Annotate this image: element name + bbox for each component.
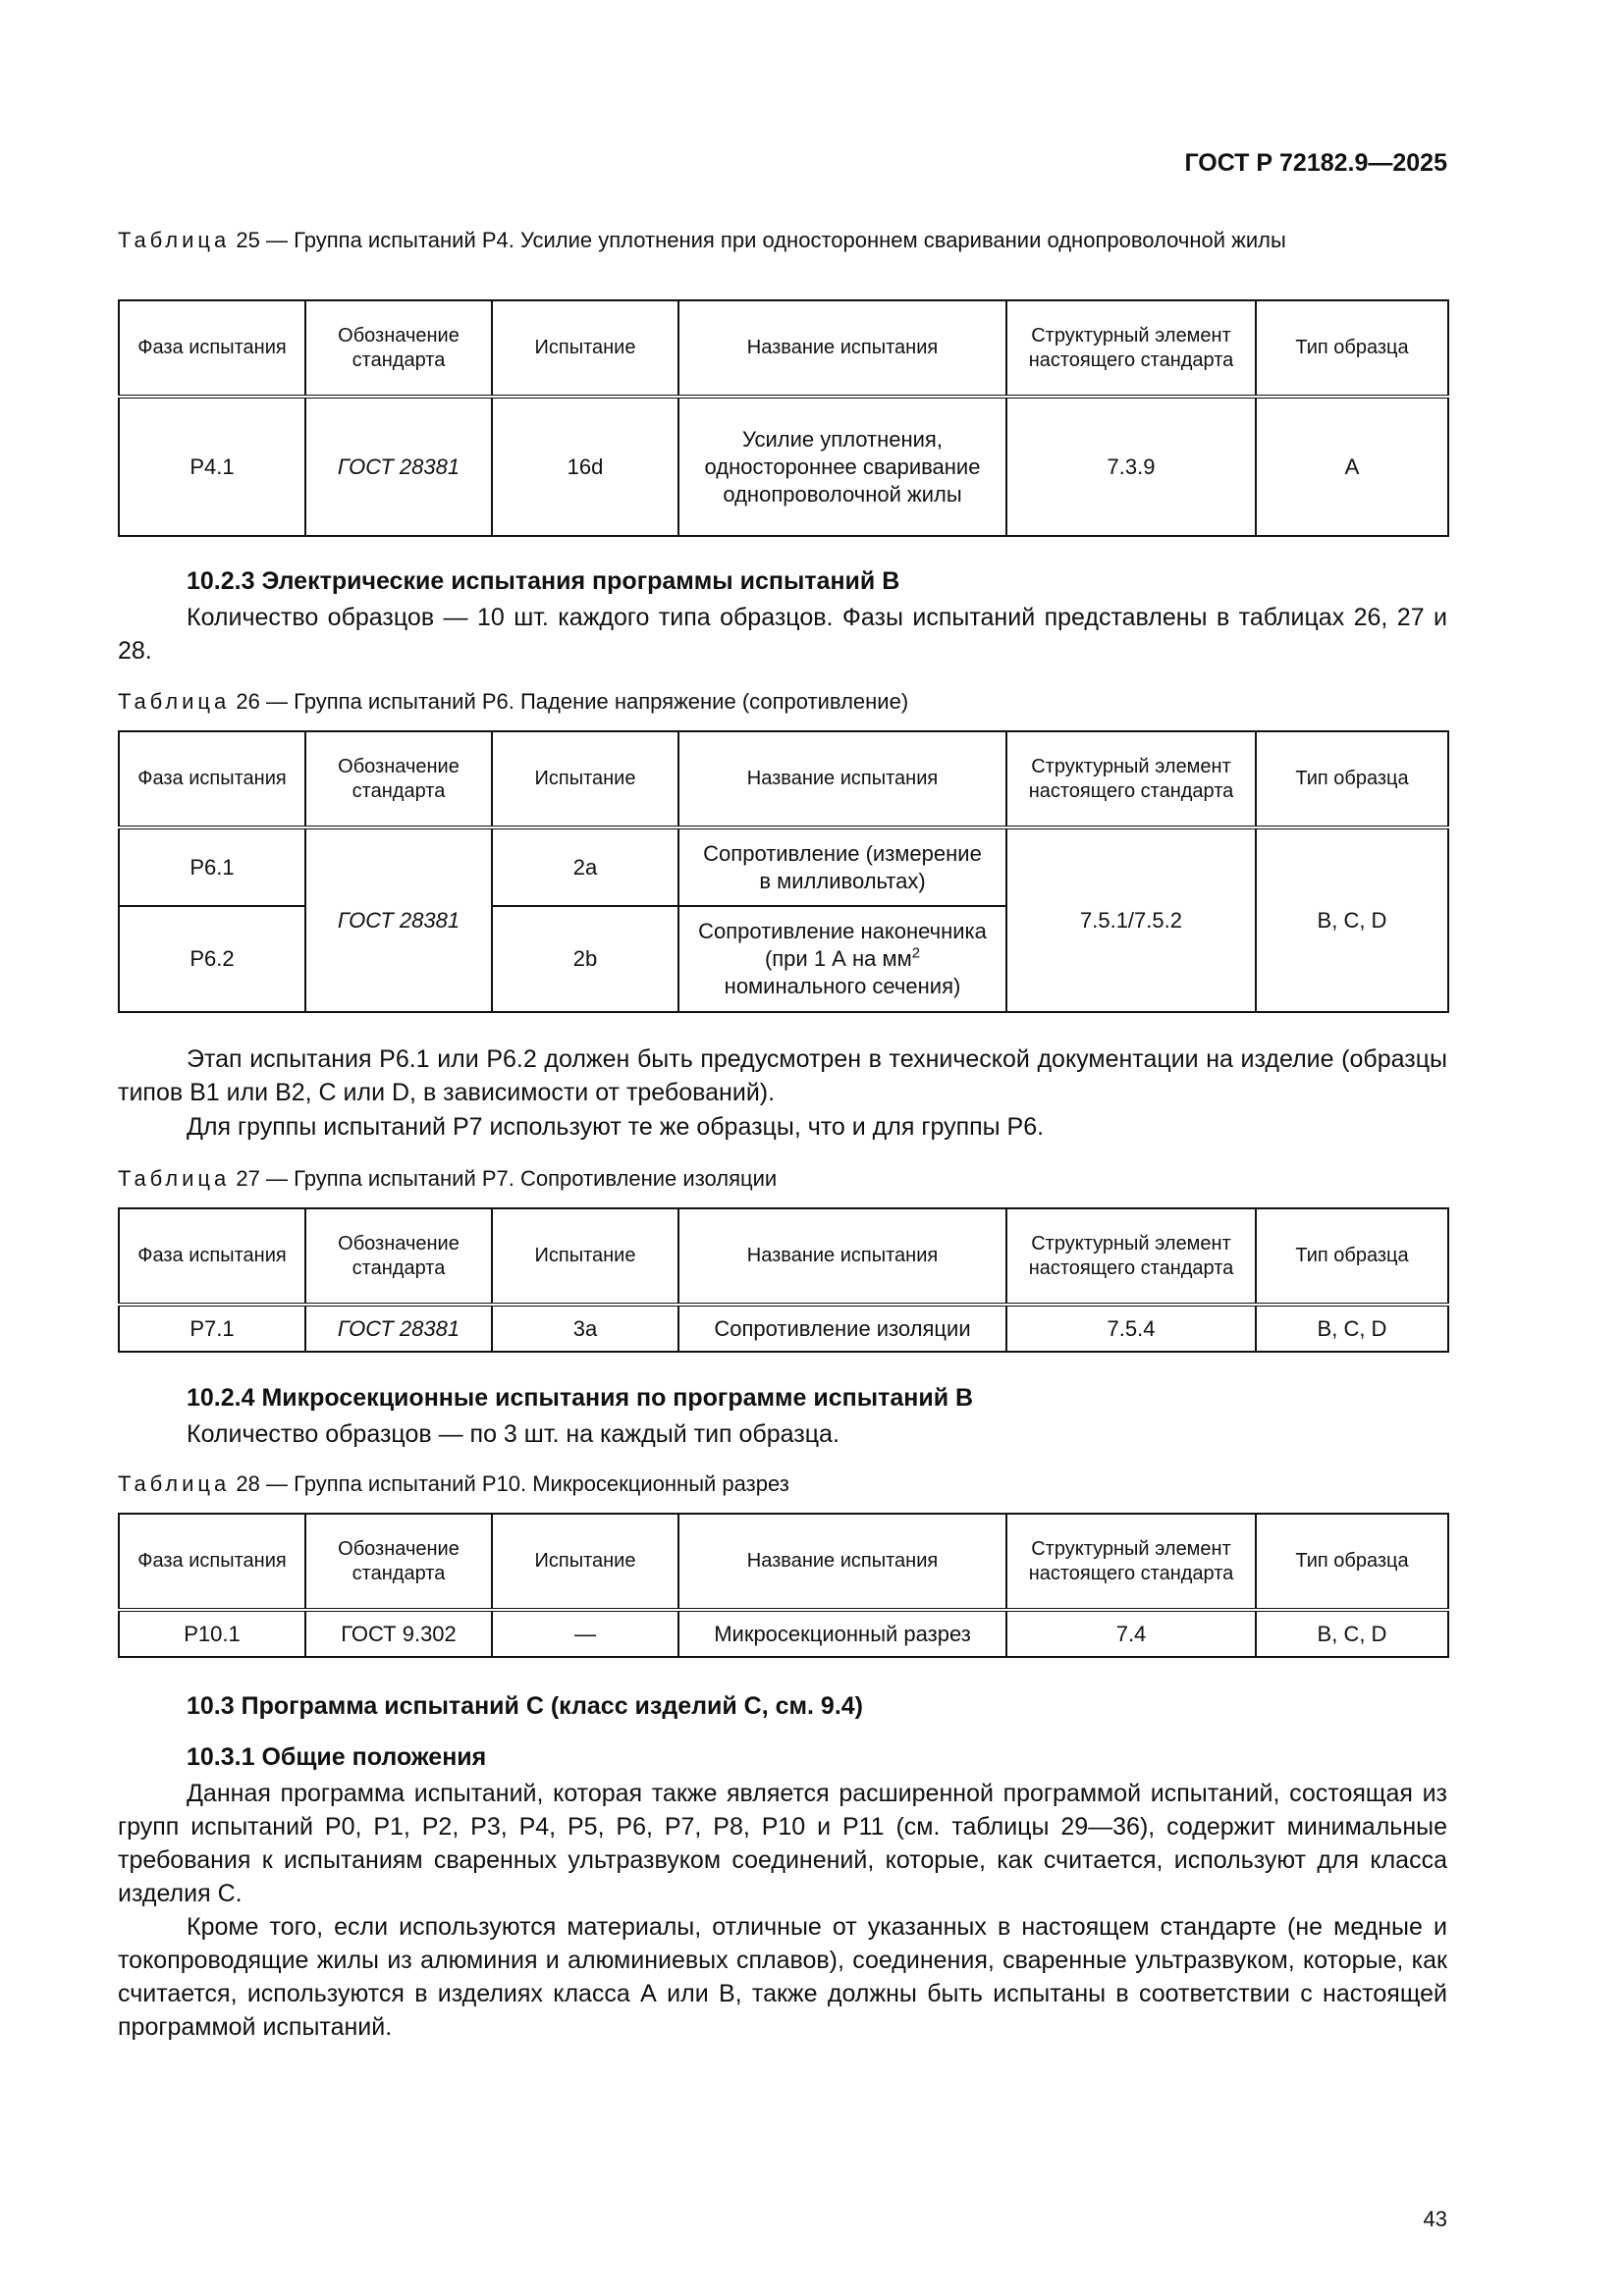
section-10-3-heading: 10.3 Программа испытаний С (класс изделий С, см. 9.4): [187, 1692, 863, 1720]
section-10-3-1-heading: 10.3.1 Общие положения: [187, 1743, 487, 1771]
cell-clause: 7.5.4: [1006, 1305, 1256, 1352]
cell-phase: Р7.1: [119, 1305, 305, 1352]
page-number: 43: [1423, 2207, 1447, 2231]
table-28: [118, 1513, 1449, 1658]
table-label: Таблица: [118, 1166, 231, 1191]
cell-test: 3а: [492, 1305, 678, 1352]
document-code: ГОСТ Р 72182.9—2025: [1184, 149, 1447, 177]
table-row: [119, 397, 1448, 536]
table-26-caption: [118, 687, 1447, 717]
header-sample: Тип образца: [1256, 300, 1448, 397]
cell-test: —: [492, 1610, 678, 1657]
header-sample: Тип образца: [1256, 1208, 1448, 1305]
table-27: [118, 1207, 1449, 1353]
caption-text: 27 — Группа испытаний Р7. Сопротивление изоляции: [236, 1166, 778, 1191]
table-label: Таблица: [118, 689, 231, 714]
table-26: [118, 730, 1449, 1013]
header-phase: Фаза испытания: [119, 1208, 305, 1305]
cell-sample: В, С, D: [1256, 1610, 1448, 1657]
caption-text: 25 — Группа испытаний Р4. Усилие уплотнения при одностороннем сваривании однопроволочной жилы: [236, 228, 1286, 252]
table-25: [118, 299, 1449, 537]
header-standard: Обозначение стандарта: [305, 731, 492, 828]
caption-text: 26 — Группа испытаний Р6. Падение напряжение (сопротивление): [236, 689, 909, 714]
header-clause: Структурный элемент настоящего стандарта: [1006, 1208, 1256, 1305]
cell-clause: 7.5.1/7.5.2: [1006, 828, 1256, 1012]
header-clause: Структурный элемент настоящего стандарта: [1006, 300, 1256, 397]
header-test-name: Название испытания: [678, 1208, 1006, 1305]
caption-text: 28 — Группа испытаний Р10. Микросекционный разрез: [236, 1471, 789, 1496]
header-test: Испытание: [492, 1208, 678, 1305]
section-10-2-4-text: [118, 1417, 1447, 1451]
table-27-caption: [118, 1164, 1447, 1194]
cell-test: 2а: [492, 828, 678, 906]
paragraph-samples-p7: [118, 1110, 1447, 1144]
cell-standard: ГОСТ 9.302: [305, 1610, 492, 1657]
header-clause: Структурный элемент настоящего стандарта: [1006, 731, 1256, 828]
paragraph-text: Для группы испытаний Р7 используют те же образцы, что и для группы Р6.: [187, 1113, 1045, 1141]
table-28-caption: [118, 1469, 1447, 1499]
cell-standard: ГОСТ 28381: [305, 1305, 492, 1352]
table-row: [119, 1305, 1448, 1352]
table-label: Таблица: [118, 228, 231, 252]
cell-test: 16d: [492, 397, 678, 536]
cell-sample: А: [1256, 397, 1448, 536]
header-test: Испытание: [492, 731, 678, 828]
cell-test-name: Сопротивление (измерение в милливольтах): [678, 828, 1006, 906]
paragraph-text: Количество образцов — 10 шт. каждого типа образцов. Фазы испытаний представлены в таблицах 26, 27 и 28.: [118, 604, 1447, 665]
cell-phase: Р6.2: [119, 906, 305, 1012]
cell-phase: Р6.1: [119, 828, 305, 906]
header-test: Испытание: [492, 1514, 678, 1610]
header-test-name: Название испытания: [678, 731, 1006, 828]
name-part: номинального сечения): [724, 974, 961, 998]
section-10-3-1-paragraph-1: [118, 1777, 1447, 1910]
paragraph-text: Количество образцов — по 3 шт. на каждый тип образца.: [187, 1420, 839, 1448]
cell-test-name: [678, 906, 1006, 1012]
header-standard: Обозначение стандарта: [305, 300, 492, 397]
header-phase: Фаза испытания: [119, 1514, 305, 1610]
cell-clause: 7.3.9: [1006, 397, 1256, 536]
superscript: 2: [911, 944, 921, 962]
section-10-2-4-heading: 10.2.4 Микросекционные испытания по программе испытаний В: [187, 1384, 974, 1412]
header-sample: Тип образца: [1256, 731, 1448, 828]
header-standard: Обозначение стандарта: [305, 1514, 492, 1610]
table-row: [119, 1610, 1448, 1657]
paragraph-text: Этап испытания Р6.1 или Р6.2 должен быть предусмотрен в технической документации на изделие (образцы типов В1 или В2, С или D, в зависимости от требований).: [118, 1045, 1447, 1106]
section-10-3-1-paragraph-2: [118, 1910, 1447, 2044]
cell-sample: В, С, D: [1256, 1305, 1448, 1352]
cell-test-name: Сопротивление изоляции: [678, 1305, 1006, 1352]
table-25-caption: [118, 226, 1447, 255]
header-test: Испытание: [492, 300, 678, 397]
name-part: Сопротивление наконечника (при 1 А на мм: [698, 919, 987, 971]
section-10-2-3-text: [118, 601, 1447, 667]
cell-standard: ГОСТ 28381: [305, 397, 492, 536]
section-10-2-3-heading: 10.2.3 Электрические испытания программы испытаний В: [187, 567, 900, 595]
cell-test-name: Усилие уплотнения, одностороннее сваривание однопроволочной жилы: [678, 397, 1006, 536]
header-test-name: Название испытания: [678, 300, 1006, 397]
paragraph-after-table-26: [118, 1042, 1447, 1109]
cell-test-name: Микросекционный разрез: [678, 1610, 1006, 1657]
header-clause: Структурный элемент настоящего стандарта: [1006, 1514, 1256, 1610]
cell-standard: ГОСТ 28381: [305, 828, 492, 1012]
paragraph-text: Данная программа испытаний, которая также является расширенной программой испытаний, состоящая из групп испытаний Р0, Р1, Р2, Р3, Р4, Р5, Р6, Р7, Р8, Р10 и Р11 (см. таблицы 29—36), содержит минимальные требования к испытаниям сваренных ультразвуком соединений, которые, как считается, используют для класса изделия С.: [118, 1780, 1447, 1907]
paragraph-text: Кроме того, если используются материалы, отличные от указанных в настоящем стандарте (не медные и токопроводящие жилы из алюминия и алюминиевых сплавов), соединения, сваренные ультразвуком, которые, как считается, используются в изделиях класса А или В, также должны быть испытаны в соответствии с настоящей программой испытаний.: [118, 1913, 1447, 2041]
cell-clause: 7.4: [1006, 1610, 1256, 1657]
header-phase: Фаза испытания: [119, 300, 305, 397]
header-test-name: Название испытания: [678, 1514, 1006, 1610]
table-label: Таблица: [118, 1471, 231, 1496]
header-sample: Тип образца: [1256, 1514, 1448, 1610]
cell-phase: Р4.1: [119, 397, 305, 536]
cell-test: 2b: [492, 906, 678, 1012]
table-row: [119, 828, 1448, 906]
cell-sample: В, С, D: [1256, 828, 1448, 1012]
header-phase: Фаза испытания: [119, 731, 305, 828]
header-standard: Обозначение стандарта: [305, 1208, 492, 1305]
cell-phase: Р10.1: [119, 1610, 305, 1657]
